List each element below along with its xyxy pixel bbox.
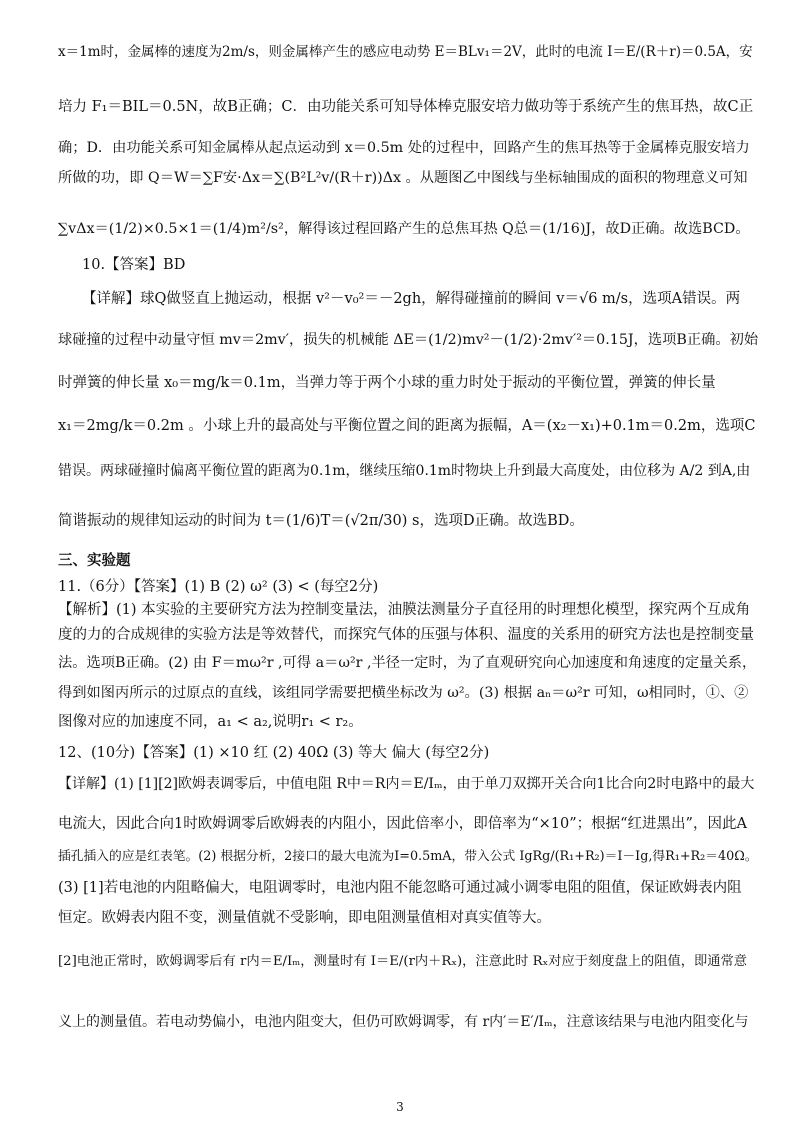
q10-line-2: 球碰撞的过程中动量守恒 mv＝2mv′，损失的机械能 ΔE＝(1/2)mv²－(1/2)·2mv′²＝0.15J，选项B正确。初始	[58, 332, 759, 348]
q12-line-4: (3) [1]若电池的内阻略偏大，电阻调零时，电池内阻不能忽略可通过减小调零电阻的阻值，保证欧姆表内阻	[58, 880, 742, 896]
q9-line-1: x＝1m时，金属棒的速度为2m/s，则金属棒产生的感应电动势 E＝BLv₁＝2V，此时的电流 I＝E/(R＋r)＝0.5A，安	[58, 44, 753, 60]
q12-line-6: [2]电池正常时，欧姆调零后有 r内＝E/Iₘ，测量时有 I＝E/(r内＋Rₓ)，注意此时 Rₓ对应于刻度盘上的阻值，即通常意	[58, 954, 747, 969]
q10-line-4: x₁＝2mg/k＝0.2m 。小球上升的最高处与平衡位置之间的距离为振幅，A＝(x₂－x₁)+0.1m＝0.2m，选项C	[58, 418, 756, 434]
q12-answer: 12、(10分)【答案】(1) ×10 红 (2) 40Ω (3) 等大 偏大 (每空2分)	[58, 745, 490, 761]
q10-line-5: 错误。两球碰撞时偏离平衡位置的距离为0.1m，继续压缩0.1m时物块上升到最大高度处，由位移为 A/2 到A,由	[58, 463, 751, 479]
q11-line-4: 得到如图丙所示的过原点的直线，该组同学需要把横坐标改为 ω²。(3) 根据 aₙ＝ω²r 可知，ω相同时，①、②	[58, 685, 749, 701]
page-number: 3	[396, 1100, 404, 1114]
q12-line-3: 插孔插入的应是红表笔。(2) 根据分析，2接口的最大电流为I=0.5mA，带入公式 IgRg/(R₁+R₂)＝I－Ig,得R₁+R₂＝40Ω。	[58, 849, 758, 864]
q9-line-3: 确；D．由功能关系可知金属棒从起点运动到 x＝0.5m 处的过程中，回路产生的焦耳热等于金属棒克服安培力	[58, 140, 750, 156]
q9-line-5: ∑vΔx＝(1/2)×0.5×1＝(1/4)m²/s²，解得该过程回路产生的总焦耳热 Q总＝(1/16)J，故D正确。故选BCD。	[58, 221, 750, 237]
q11-line-5: 图像对应的加速度不同，a₁ < a₂,说明r₁ < r₂。	[58, 714, 363, 730]
q12-line-5: 恒定。欧姆表内阻不变，测量值就不受影响，即电阻测量值相对真实值等大。	[58, 910, 551, 926]
q10-answer: 10.【答案】BD	[82, 257, 186, 273]
section-title: 三、实验题	[58, 553, 131, 569]
q9-line-4: 所做的功，即 Q＝W＝∑F安·Δx＝∑(B²L²v/(R＋r))Δx 。从题图乙中图线与坐标轴围成的面积的物理意义可知	[58, 170, 748, 186]
q11-line-2: 度的力的合成规律的实验方法是等效替代，而探究气体的压强与体积、温度的关系用的研究方法也是控制变量	[58, 627, 754, 643]
q12-line-2: 电流大，因此合向1时欧姆调零后欧姆表的内阻小，因此倍率小，即倍率为“×10”；根据“红进黑出”，因此A	[58, 816, 747, 832]
q11-line-3: 法。选项B正确。(2) 由 F＝mω²r ,可得 a＝ω²r ,半径一定时，为了直观研究向心加速度和角速度的定量关系，	[58, 655, 757, 671]
q10-line-6: 简谐振动的规律知运动的时间为 t＝(1/6)T＝(√2π/30) s，选项D正确。故选BD。	[58, 513, 584, 529]
q10-line-1: 【详解】球Q做竖直上抛运动，根据 v²－v₀²＝－2gh，解得碰撞前的瞬间 v＝√6 m/s，选项A错误。两	[82, 291, 741, 307]
q12-line-7: 义上的测量值。若电动势偏小，电池内阻变大，但仍可欧姆调零，有 r内′＝E′/Iₘ，注意该结果与电池内阻变化与	[58, 1014, 749, 1030]
q11-answer: 11.（6分）【答案】(1) B (2) ω² (3) < (每空2分)	[58, 579, 379, 595]
q12-line-1: 【详解】(1) [1][2]欧姆表调零后，中值电阻 R中＝R内＝E/Iₘ，由于单刀双掷开关合向1比合向2时电路中的最大	[58, 776, 755, 792]
q11-line-1: 【解析】(1) 本实验的主要研究方法为控制变量法，油膜法测量分子直径用的时理想化模型，探究两个互成角	[58, 602, 751, 618]
q9-line-2: 培力 F₁＝BIL＝0.5N，故B正确；C．由功能关系可知导体棒克服安培力做功等于系统产生的焦耳热，故C正	[58, 99, 754, 115]
q10-line-3: 时弹簧的伸长量 x₀＝mg/k＝0.1m，当弹力等于两个小球的重力时处于振动的平衡位置，弹簧的伸长量	[58, 375, 716, 391]
